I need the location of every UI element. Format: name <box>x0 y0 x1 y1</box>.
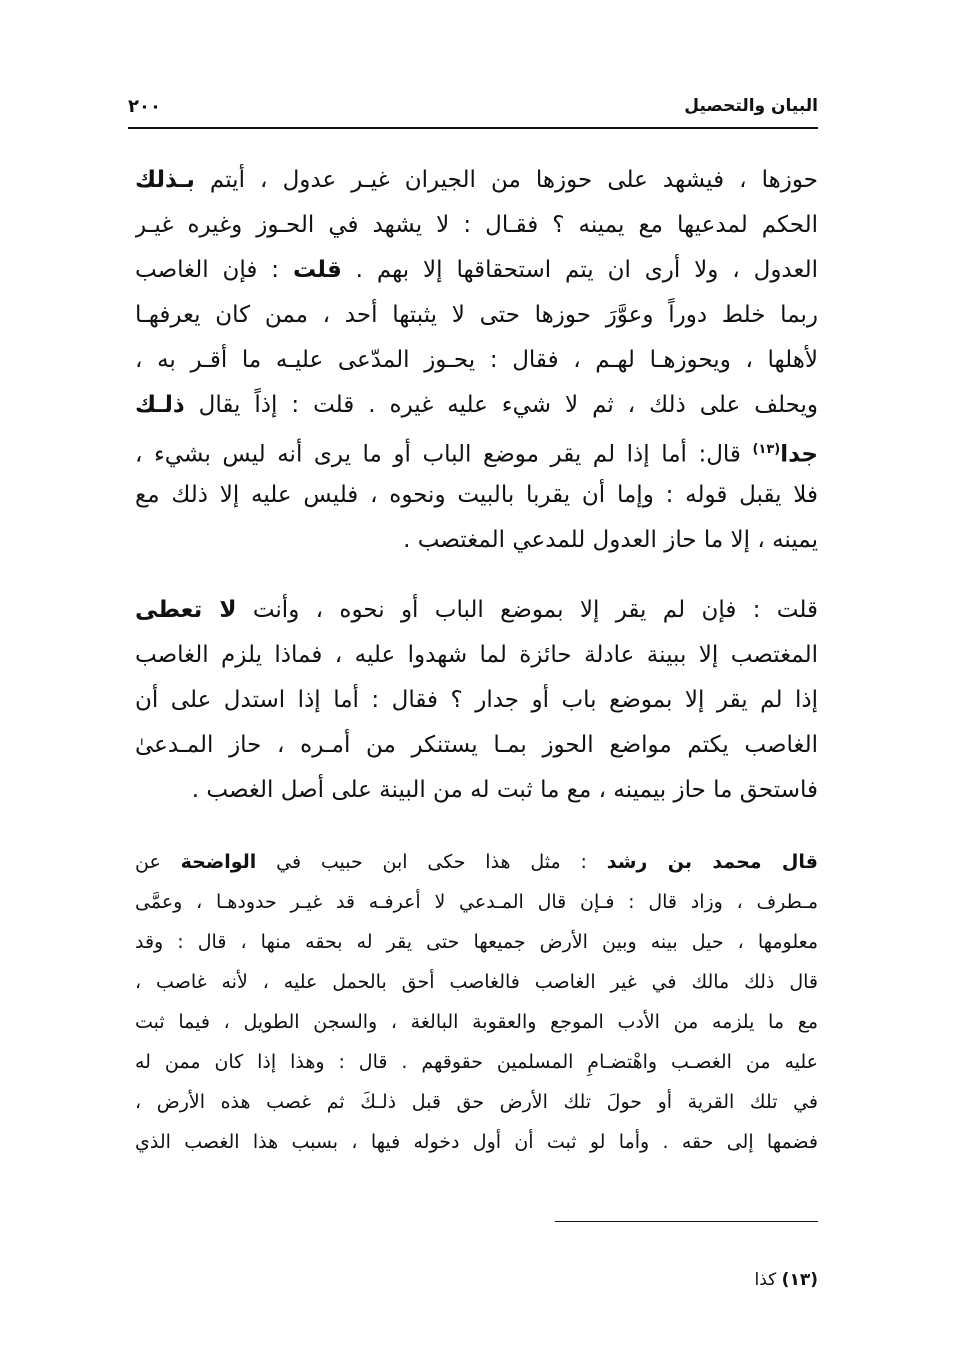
footnote-reference: (١٣) <box>752 442 781 457</box>
text-line <box>135 590 818 630</box>
footnote-text: كذا <box>754 1270 777 1290</box>
text-segment: قال: أما إذا لم يقر موضع الباب أو ما يرى أنه ليس بشيء ، <box>135 441 753 468</box>
text-segment: قال ذلك مالك في غير الغاصب فالغاصب أحق بالحمل عليه ، لأنه غاصب ، <box>135 971 818 993</box>
text-line <box>135 430 818 470</box>
text-segment: الغاصب يكتم مواضع الحوز بمـا يستنكر من أمـره ، حاز المـدعىٰ <box>135 732 818 758</box>
text-line <box>135 770 818 810</box>
text-segment: مـطرف ، وزاد قال : فـإن قال المـدعي لا أعرفـه قد غيـر حدودهـا ، وعمَّى <box>135 891 818 913</box>
text-segment: بـذلك <box>135 167 195 193</box>
page-number: ٢٠٠ <box>128 96 161 117</box>
text-segment: ربما خلط دوراً وعوَّرَ حوزها حتى لا يثبتها أحد ، ممن كان يعرفهـا <box>135 302 818 328</box>
text-segment: حوزها ، فيشهد على حوزها من الجيران غيـر عدول ، أيتم <box>194 167 818 193</box>
text-line <box>135 725 818 765</box>
text-segment: مع ما يلزمه من الأدب الموجع والعقوبة البالغة ، والسجن الطويل ، فيما ثبت <box>135 1011 818 1033</box>
text-line <box>135 844 818 880</box>
text-line <box>135 340 818 380</box>
text-segment: معلومها ، حيل بينه وبين الأرض جميعها حتى يقر له بحقه منها ، قال : وقد <box>135 931 818 953</box>
text-line <box>135 680 818 720</box>
text-line <box>135 1044 818 1080</box>
text-segment: قال محمد بن رشد <box>606 851 818 873</box>
text-segment: جدا <box>780 441 818 468</box>
running-title: البيان والتحصيل <box>684 96 818 116</box>
footnote-marker: (١٣) <box>781 1270 818 1290</box>
text-line <box>135 160 818 200</box>
text-segment: ويحلف على ذلك ، ثم لا شيء عليه غيره . قلت : إذاً يقال <box>184 392 818 418</box>
text-line <box>135 924 818 960</box>
text-segment: عليه من الغصـب واهْتضـامِ المسلمين حقوقهم . قال : وهذا إذا كان ممن له <box>135 1051 818 1073</box>
text-segment: إذا لم يقر إلا بموضع باب أو جدار ؟ فقال : أما إذا استدل على أن <box>135 687 818 713</box>
text-line <box>135 205 818 245</box>
text-line <box>135 635 818 675</box>
text-line <box>135 250 818 290</box>
text-segment: الحكم لمدعيها مع يمينه ؟ فقـال : لا يشهد في الحـوز وغيره غيـر <box>135 212 818 238</box>
text-line <box>135 385 818 425</box>
text-segment: فاستحق ما حاز بيمينه ، مع ما ثبت له من البينة على أصل الغصب . <box>191 777 818 803</box>
text-segment: فلا يقبل قوله : وإما أن يقربا بالبيت ونحوه ، فليس عليه إلا ذلك مع <box>135 482 818 508</box>
text-segment: : فإن الغاصب <box>135 257 293 283</box>
text-line <box>135 964 818 1000</box>
text-segment: لأهلها ، ويحوزهـا لهـم ، فقال : يحـوز المدّعى عليـه ما أقـر به ، <box>135 347 818 373</box>
text-line <box>135 884 818 920</box>
text-segment: : مثل هذا حكى ابن حبيب في <box>256 851 607 873</box>
text-line <box>135 1124 818 1160</box>
text-segment: فضمها إلى حقه . وأما لو ثبت أن أول دخوله فيها ، بسبب هذا الغصب الذي <box>135 1131 818 1153</box>
footnote <box>755 1270 818 1290</box>
header-rule <box>128 127 818 129</box>
text-line <box>135 295 818 335</box>
text-line <box>135 1004 818 1040</box>
text-line <box>135 520 818 560</box>
text-segment: المغتصب إلا ببينة عادلة حائزة لما شهدوا عليه ، فماذا يلزم الغاصب <box>135 642 818 668</box>
text-segment: عن <box>135 851 181 873</box>
text-segment: في تلك القرية أو حولَ تلك الأرض حق قبل ذلـكَ ثم غصب هذه الأرض ، <box>135 1091 818 1113</box>
text-segment: قلت <box>292 257 342 283</box>
text-segment: قلت : فإن لم يقر إلا بموضع الباب أو نحوه ، وأنت <box>236 597 818 623</box>
text-line <box>135 1084 818 1120</box>
text-segment: العدول ، ولا أرى ان يتم استحقاقها إلا بهم . <box>341 257 818 283</box>
text-segment: ذلـك <box>135 392 185 418</box>
footnote-rule <box>555 1221 818 1222</box>
text-line <box>135 475 818 515</box>
text-segment: الواضحة <box>180 851 257 873</box>
text-segment: لا تعطى <box>135 597 237 623</box>
text-segment: يمينه ، إلا ما حاز العدول للمدعي المغتصب . <box>403 527 818 553</box>
